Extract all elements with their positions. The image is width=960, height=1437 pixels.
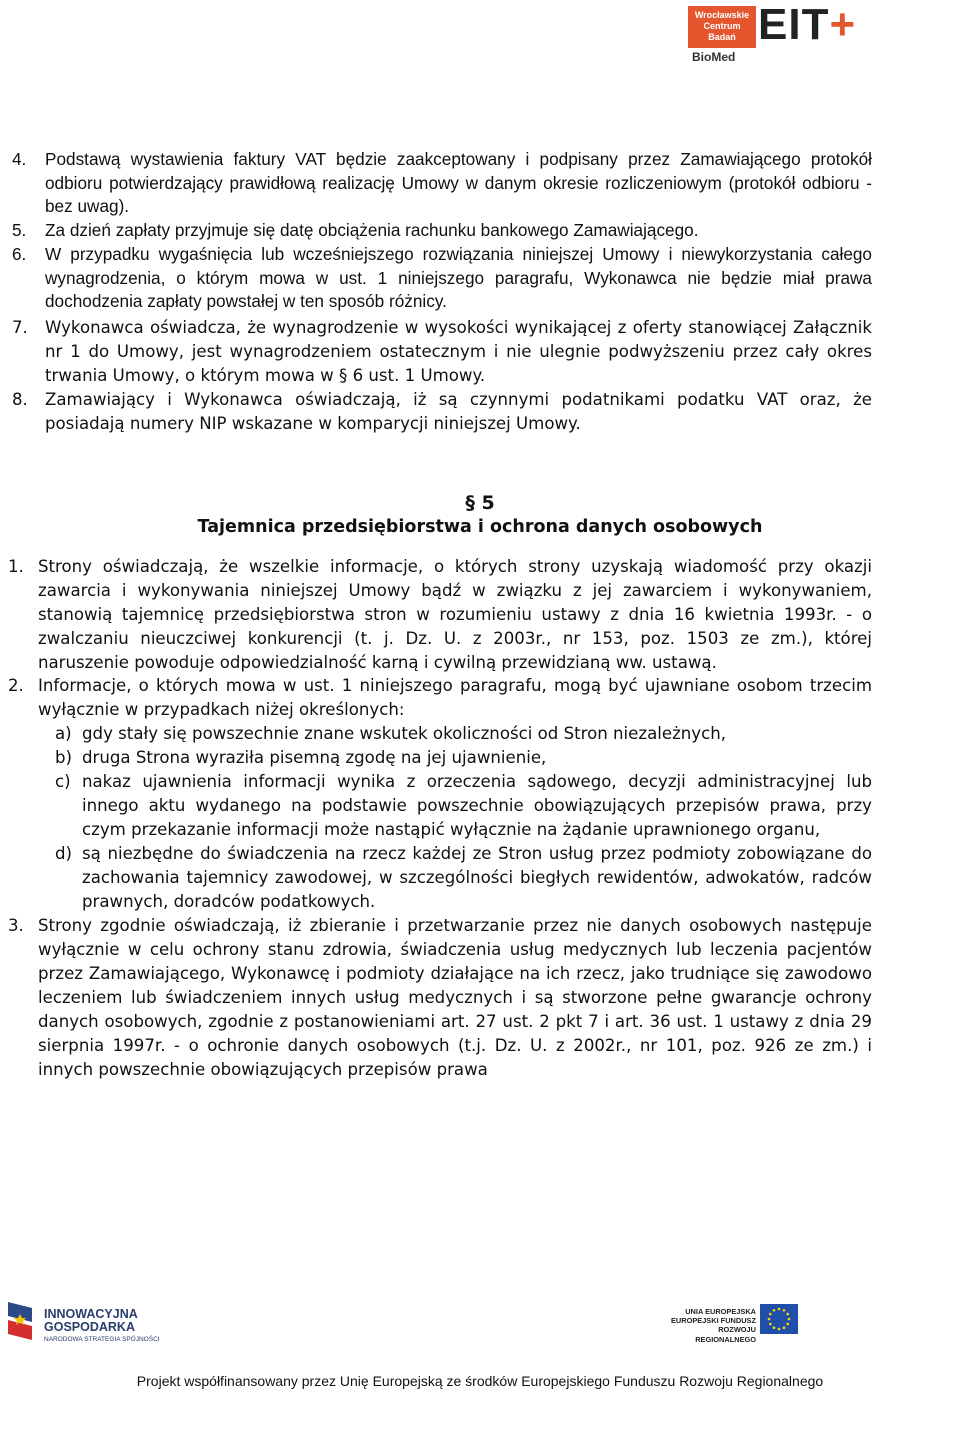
- list-text: Zamawiający i Wykonawca oświadczają, iż są czynnymi podatnikami podatku VAT oraz, że posiadają numery NIP wskazane w komparycji niniejszej Umowy.: [45, 390, 872, 433]
- eu-flag-icon: [760, 1304, 798, 1334]
- ig-name: INNOWACYJNA GOSPODARKA: [44, 1307, 138, 1334]
- list-text: Strony oświadczają, że wszelkie informacje, o których strony uzyskają wiadomość przy okazji zawarcia i wykonywania niniejszej Umowy bądź w związku z jej zawarciem i wykonywaniem, stanowią tajemnicę przedsiębiorstwa stron w rozumieniu ustawy z dnia 16 kwietnia 1993r. - o zwalczaniu nieuczciwej konkurencji (t. j. Dz. U. z 2003r., nr 153, poz. 1503 ze zm.), której naruszenie powoduje odpowiedzialność karną i cywilną przewidzianą ww. ustawą.: [38, 557, 872, 672]
- list-number: 1.: [8, 557, 24, 576]
- list-number: 4.: [12, 149, 27, 169]
- list-item-6: [12, 243, 872, 314]
- sub-letter: d): [55, 844, 73, 863]
- list-item-8: [12, 388, 872, 436]
- ig-sub: NARODOWA STRATEGIA SPÓJNOŚCI: [44, 1336, 160, 1343]
- sub-text: druga Strona wyraziła pisemną zgodę na jej ujawnienie,: [82, 748, 547, 767]
- list-text: Wykonawca oświadcza, że wynagrodzenie w wysokości wynikającej z oferty stanowiącej Załącznik nr 1 do Umowy, jest wynagrodzeniem ostatecznym i nie ulegnie podwyższeniu przez cały okres trwania Umowy, o którym mowa w § 6 ust. 1 Umowy.: [45, 318, 872, 385]
- sub-item-a: [55, 722, 872, 746]
- sub-letter: c): [55, 772, 71, 791]
- section-item-2: [8, 674, 872, 722]
- list-item-5: [12, 219, 872, 243]
- section-item-1: [8, 555, 872, 675]
- list-number: 3.: [8, 916, 24, 935]
- eu-fund-logo: [668, 1304, 798, 1344]
- sub-text: są niezbędne do świadczenia na rzecz każdej ze Stron usług przez podmioty zobowiązane do zachowania tajemnicy zawodowej, w szczególności biegłych rewidentów, adwokatów, radców prawnych, doradców podatkowych.: [82, 844, 872, 911]
- sub-text: nakaz ujawnienia informacji wynika z orzeczenia sądowego, decyzji administracyjnej lub innego aktu wydanego na podstawie powszechnie obowiązujących przepisów prawa, przy czym przekazanie informacji może nastąpić wyłącznie na żądanie uprawnionego organu,: [82, 772, 872, 839]
- innowacyjna-gospodarka-logo: [6, 1298, 166, 1348]
- list-number: 2.: [8, 676, 24, 695]
- poland-flag-icon: [6, 1300, 36, 1342]
- logo-org-name: Wrocławskie Centrum Badań: [694, 10, 750, 42]
- logo-plus-sign: +: [829, 0, 857, 49]
- list-text: Strony zgodnie oświadczają, iż zbieranie i przetwarzanie przez nie danych osobowych następuje wyłącznie w celu ochrony stanu zdrowia, świadczenia usług medycznych lub leczenia pacjentów przez Zamawiającego, Wykonawcę i podmioty działające na ich rzecz, jako trudniące się zawodowo leczeniem lub świadczeniem innych usług medycznych i są stworzone pełne gwarancje ochrony danych osobowych, zgodnie z postanowieniami art. 27 ust. 2 pkt 7 i art. 36 ust. 1 ustawy z dnia 29 sierpnia 1997r. - o ochronie danych osobowych (t.j. Dz. U. z 2002r., nr 101, poz. 926 ze zm.) i innych powszechnie obowiązujących przepisów prawa: [38, 916, 872, 1079]
- sub-text: gdy stały się powszechnie znane wskutek okoliczności od Stron niezależnych,: [82, 724, 727, 743]
- sub-item-d: [55, 842, 872, 914]
- list-number: 6.: [12, 244, 27, 264]
- sub-item-c: [55, 770, 872, 842]
- section-sign: § 5: [465, 492, 495, 514]
- list-item-7: [12, 316, 872, 388]
- list-text: Podstawą wystawienia faktury VAT będzie zaakceptowany i podpisany przez Zamawiającego protokół odbioru potwierdzający prawidłową realizację Umowy w danym okresie rozliczeniowym (protokół odbioru - bez uwag).: [45, 149, 872, 217]
- section-title: Tajemnica przedsiębiorstwa i ochrona danych osobowych: [197, 517, 763, 537]
- list-number: 5.: [12, 220, 27, 240]
- list-text: Za dzień zapłaty przyjmuje się datę obciążenia rachunku bankowego Zamawiającego.: [45, 220, 699, 240]
- sub-item-b: [55, 746, 872, 770]
- sub-letter: b): [55, 748, 73, 767]
- list-number: 7.: [12, 318, 28, 337]
- logo-eit-label: EIT: [758, 0, 830, 49]
- eit-biomed-logo: [688, 0, 868, 68]
- logo-eit: [758, 0, 856, 50]
- eu-fund-text: UNIA EUROPEJSKA EUROPEJSKI FUNDUSZ ROZWOJU REGIONALNEGO: [670, 1307, 756, 1344]
- section-item-3: [8, 914, 872, 1082]
- list-text: Informacje, o których mowa w ust. 1 niniejszego paragrafu, mogą być ujawniane osobom trzecim wyłącznie w przypadkach niżej określonych:: [38, 676, 872, 719]
- list-text: W przypadku wygaśnięcia lub wcześniejszego rozwiązania niniejszej Umowy i niewykorzystania całego wynagrodzenia, o którym mowa w ust. 1 niniejszego paragrafu, Wykonawca nie będzie miał prawa dochodzenia zapłaty powstałej w ten sposób różnicy.: [45, 244, 872, 312]
- project-funding-note: Projekt współfinansowany przez Unię Europejską ze środków Europejskiego Funduszu Rozwoju Regionalnego: [136, 1373, 824, 1389]
- sub-letter: a): [55, 724, 72, 743]
- list-number: 8.: [12, 390, 28, 409]
- logo-biomed: BioMed: [692, 50, 736, 64]
- list-item-4: [12, 148, 872, 219]
